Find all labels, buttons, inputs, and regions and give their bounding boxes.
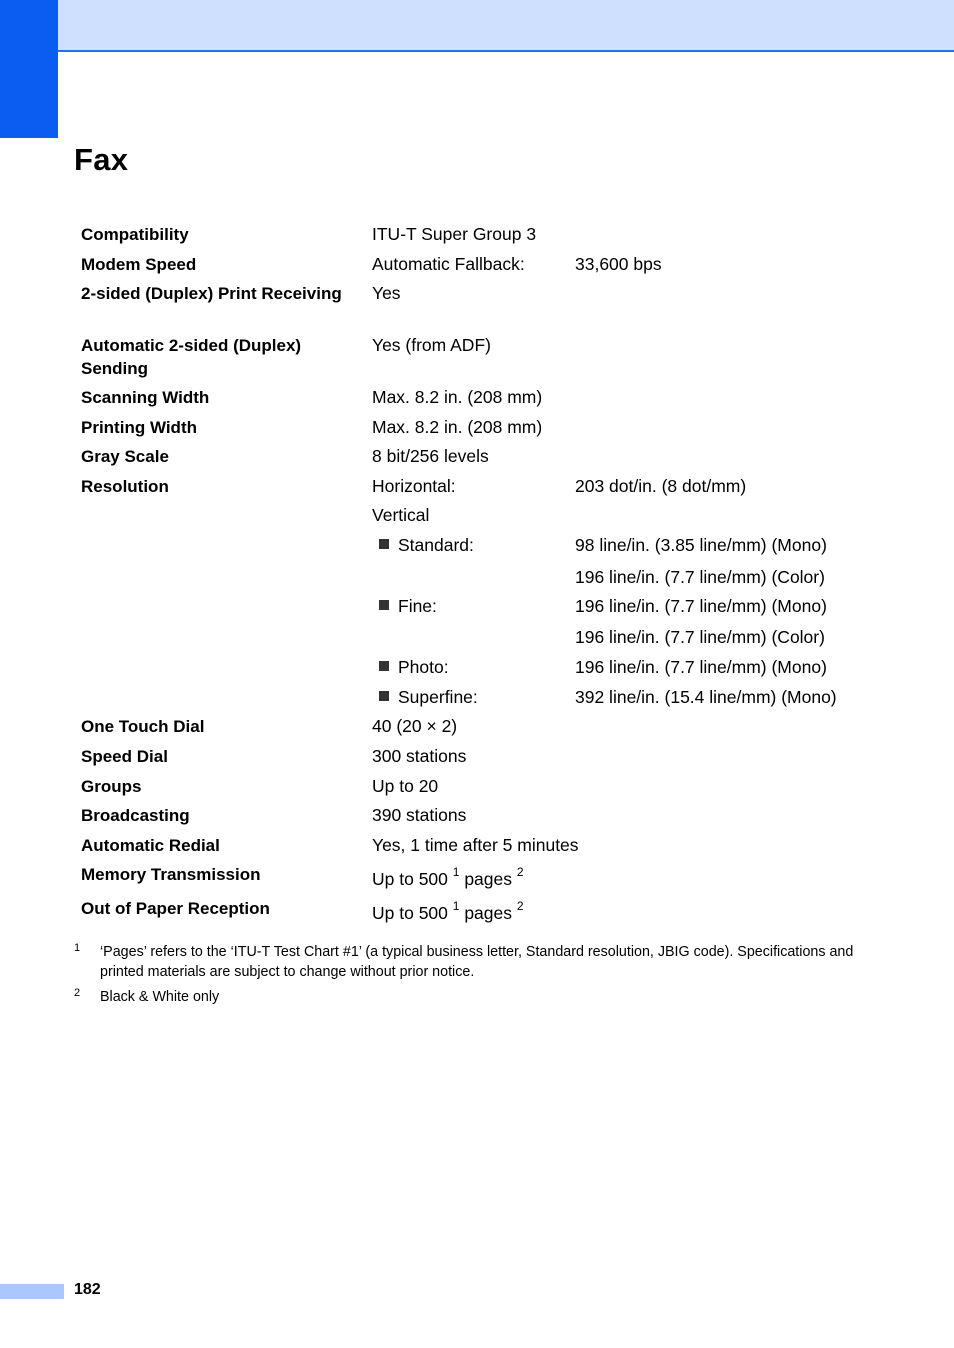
spec-key: Photo: — [398, 657, 449, 677]
spec-key: Automatic Fallback: — [372, 254, 525, 274]
spec-value — [372, 899, 524, 925]
spec-value: 392 line/in. (15.4 line/mm) (Mono) — [575, 687, 837, 707]
spec-value: 390 stations — [372, 805, 467, 825]
square-bullet-icon — [379, 691, 389, 701]
spec-value: 196 line/in. (7.7 line/mm) (Mono) — [575, 596, 827, 616]
spec-value: 33,600 bps — [575, 254, 662, 274]
spec-label: Automatic 2-sided (Duplex) Sending — [81, 336, 302, 378]
spec-label: Groups — [81, 777, 142, 796]
value-prefix: Up to 500 — [372, 903, 448, 923]
spec-value: 40 (20 × 2) — [372, 716, 458, 736]
spec-label: Broadcasting — [81, 806, 190, 825]
spec-value: 203 dot/in. (8 dot/mm) — [575, 476, 747, 496]
value-suffix: pages — [464, 869, 513, 889]
spec-value: 98 line/in. (3.85 line/mm) (Mono) — [575, 535, 827, 555]
spec-value: 300 stations — [372, 746, 467, 766]
spec-value: 8 bit/256 levels — [372, 446, 489, 466]
spec-key: Vertical — [372, 505, 430, 525]
spec-value: Yes, 1 time after 5 minutes — [372, 835, 579, 855]
spec-value: 196 line/in. (7.7 line/mm) (Color) — [575, 567, 825, 587]
spec-label: Memory Transmission — [81, 865, 261, 884]
chapter-tab — [0, 0, 58, 138]
spec-key: Fine: — [398, 596, 437, 616]
spec-key: Horizontal: — [372, 476, 456, 496]
spec-label: Resolution — [81, 477, 169, 496]
spec-value: Yes (from ADF) — [372, 335, 491, 355]
footnote-number: 1 — [74, 942, 81, 954]
footnote-ref: 1 — [452, 865, 460, 880]
square-bullet-icon — [379, 539, 389, 549]
spec-label: Modem Speed — [81, 255, 197, 274]
spec-label: Printing Width — [81, 418, 197, 437]
spec-label: Scanning Width — [81, 388, 210, 407]
spec-key: Superfine: — [398, 687, 478, 707]
spec-label: Out of Paper Reception — [81, 899, 270, 918]
spec-label: Compatibility — [81, 225, 189, 244]
footnote-ref: 2 — [516, 899, 524, 914]
spec-key: Standard: — [398, 535, 474, 555]
footnote-number: 2 — [74, 987, 81, 999]
spec-value: Max. 8.2 in. (208 mm) — [372, 417, 543, 437]
spec-label: Automatic Redial — [81, 836, 220, 855]
spec-label: Speed Dial — [81, 747, 168, 766]
spec-label: One Touch Dial — [81, 717, 205, 736]
spec-value: Up to 20 — [372, 776, 439, 796]
spec-value — [372, 865, 524, 891]
footnote-text: Black & White only — [100, 989, 220, 1005]
footnote-ref: 1 — [452, 899, 460, 914]
spec-label: 2-sided (Duplex) Print Receiving — [81, 284, 342, 303]
header-band — [0, 0, 954, 52]
spec-value: Yes — [372, 283, 401, 303]
square-bullet-icon — [379, 600, 389, 610]
page-title: Fax — [74, 142, 129, 177]
value-suffix: pages — [464, 903, 513, 923]
footnote-text: ‘Pages’ refers to the ‘ITU-T Test Chart #1’ (a typical business letter, Standard resolution, JBIG code). Specifications and printed materials are subject to change without prior notice. — [100, 944, 854, 980]
value-prefix: Up to 500 — [372, 869, 448, 889]
page-number: 182 — [74, 1281, 101, 1298]
spec-label: Gray Scale — [81, 447, 169, 466]
spec-value: 196 line/in. (7.7 line/mm) (Color) — [575, 627, 825, 647]
spec-value: Max. 8.2 in. (208 mm) — [372, 387, 543, 407]
page-tab — [0, 1284, 64, 1299]
footnote-ref: 2 — [516, 865, 524, 880]
spec-value: 196 line/in. (7.7 line/mm) (Mono) — [575, 657, 827, 677]
square-bullet-icon — [379, 661, 389, 671]
spec-value: ITU-T Super Group 3 — [372, 224, 537, 244]
